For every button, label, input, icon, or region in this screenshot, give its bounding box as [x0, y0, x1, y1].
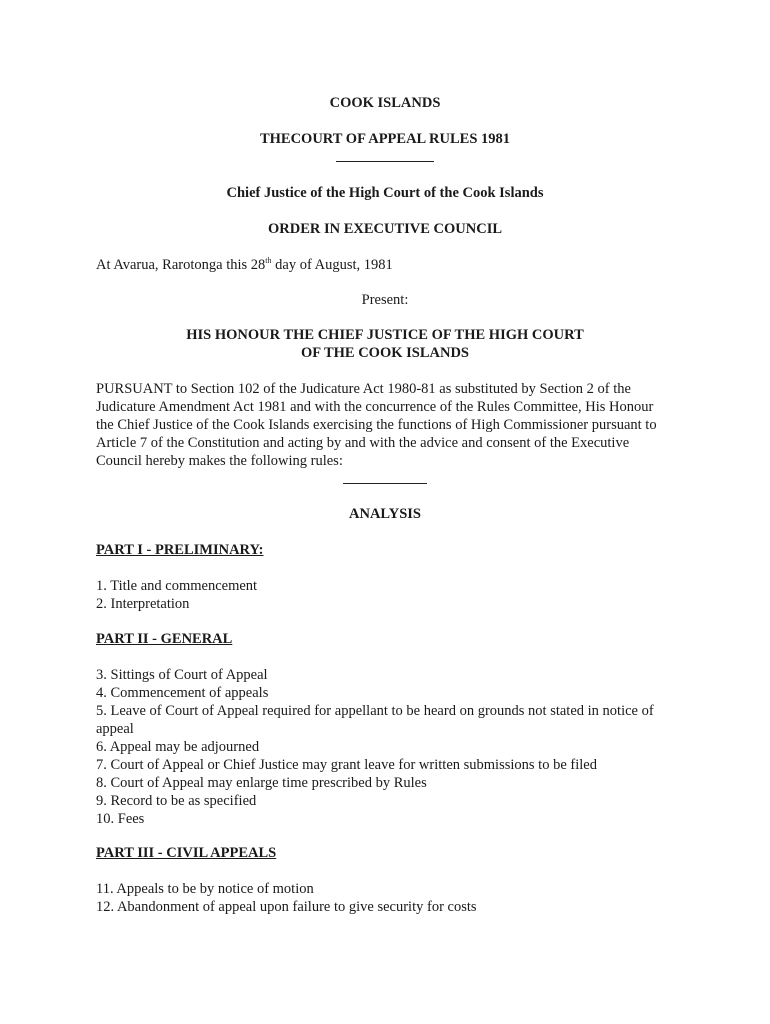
- presiding-line-1: HIS HONOUR THE CHIEF JUSTICE OF THE HIGH COURT: [186, 327, 584, 343]
- part-1-heading: PART I - PRELIMINARY:: [96, 542, 264, 558]
- part-2-list: [96, 666, 666, 828]
- preamble-paragraph: PURSUANT to Section 102 of the Judicature Act 1980-81 as substituted by Section 2 of the Judicature Amendment Act 1981 and with the concurrence of the Rules Committee, His Honour the Chief Justice of the Cook Islands exercising the functions of High Commissioner pursuant to Article 7 of the Constitution and acting by and with the advice and consent of the Executive Council hereby makes the following rules:: [96, 381, 657, 469]
- analysis-heading: ANALYSIS: [349, 506, 421, 522]
- list-item: 11. Appeals to be by notice of motion: [96, 881, 314, 897]
- authority-heading: Chief Justice of the High Court of the Cook Islands: [226, 185, 544, 201]
- place-date-ordinal: th: [265, 256, 272, 266]
- presiding-line-2: OF THE COOK ISLANDS: [301, 345, 469, 361]
- place-date-prefix: At Avarua, Rarotonga this 28: [96, 257, 266, 273]
- list-item: 7. Court of Appeal or Chief Justice may grant leave for written submissions to be filed: [96, 757, 597, 773]
- list-item: 1. Title and commencement: [96, 578, 258, 594]
- title-rule: [336, 161, 434, 162]
- list-item: 10. Fees: [96, 811, 145, 827]
- country-heading: COOK ISLANDS: [329, 95, 441, 111]
- place-date-line: [96, 256, 676, 274]
- order-heading: ORDER IN EXECUTIVE COUNCIL: [267, 221, 503, 237]
- part-1-list: [96, 577, 676, 613]
- part-2-heading: PART II - GENERAL: [96, 631, 233, 647]
- place-date-rest: day of August, 1981: [271, 257, 393, 273]
- part-3-list: [96, 880, 676, 916]
- list-item: 3. Sittings of Court of Appeal: [96, 667, 268, 683]
- list-item: 12. Abandonment of appeal upon failure to give security for costs: [96, 899, 477, 915]
- list-item: 8. Court of Appeal may enlarge time prescribed by Rules: [96, 775, 427, 791]
- list-item: 6. Appeal may be adjourned: [96, 739, 260, 755]
- list-item: 9. Record to be as specified: [96, 793, 257, 809]
- list-item: 5. Leave of Court of Appeal required for appellant to be heard on grounds not stated in notice of appeal: [96, 703, 654, 737]
- document-title: THECOURT OF APPEAL RULES 1981: [259, 131, 511, 147]
- present-label: Present:: [361, 292, 409, 308]
- preamble-rule: [343, 483, 427, 484]
- part-3-heading: PART III - CIVIL APPEALS: [96, 845, 277, 861]
- list-item: 2. Interpretation: [96, 596, 190, 612]
- list-item: 4. Commencement of appeals: [96, 685, 269, 701]
